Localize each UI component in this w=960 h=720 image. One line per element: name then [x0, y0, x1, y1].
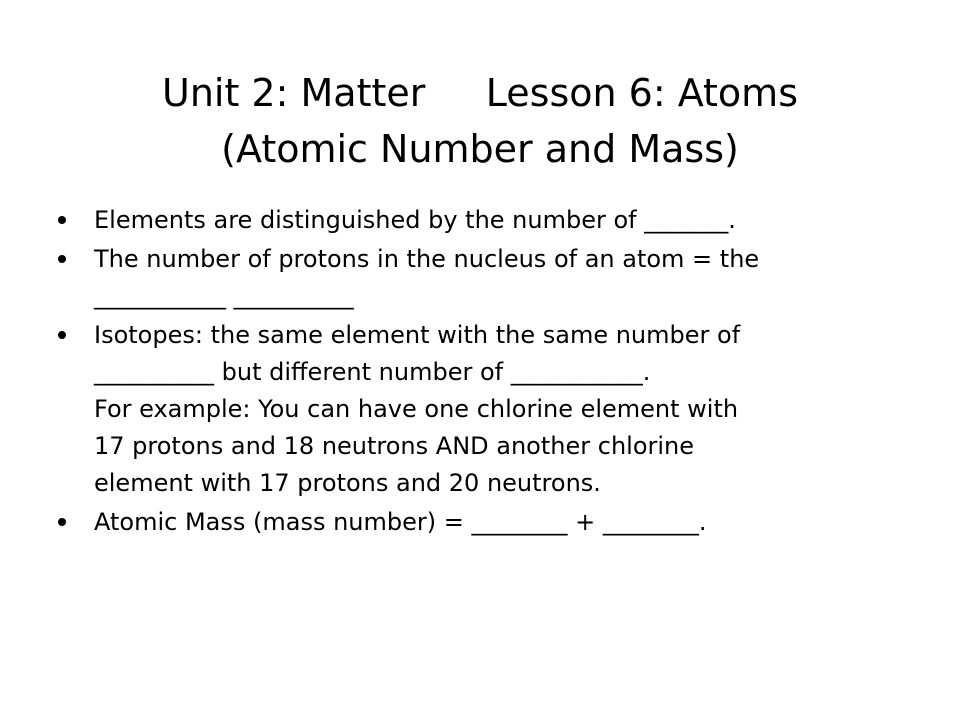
- slide-title: [60, 65, 900, 177]
- bullet-item: [56, 504, 916, 541]
- bullet-text: ___________ __________: [94, 282, 354, 310]
- bullet-text: element with 17 protons and 20 neutrons.: [94, 469, 601, 497]
- bullet-dot-icon: [58, 518, 66, 526]
- bullet-dot-icon: [58, 255, 66, 263]
- title-line: Unit 2: Matter Lesson 6: Atoms: [162, 71, 798, 116]
- bullet-item: [56, 241, 916, 315]
- bullet-text: __________ but different number of ___________.: [94, 358, 651, 386]
- bullet-text: Atomic Mass (mass number) = ________ + ________.: [94, 508, 707, 536]
- bullet-text: Elements are distinguished by the number of _______.: [94, 206, 736, 234]
- title-line: (Atomic Number and Mass): [221, 127, 739, 172]
- bullet-item: [56, 202, 916, 239]
- bullet-text: Isotopes: the same element with the same number of: [94, 321, 741, 349]
- bullet-list: [56, 202, 916, 543]
- bullet-text: The number of protons in the nucleus of an atom = the: [94, 245, 760, 273]
- bullet-dot-icon: [58, 216, 66, 224]
- bullet-text: 17 protons and 18 neutrons AND another chlorine: [94, 432, 695, 460]
- bullet-item: [56, 317, 916, 502]
- bullet-dot-icon: [58, 331, 66, 339]
- bullet-text: For example: You can have one chlorine element with: [94, 395, 739, 423]
